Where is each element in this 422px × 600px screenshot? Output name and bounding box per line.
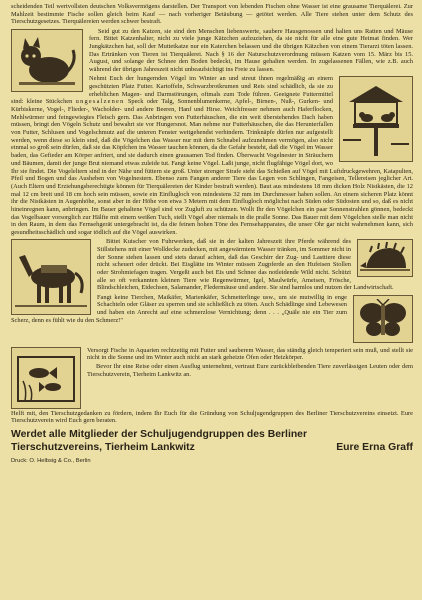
footer-organization: Tierschutzvereins, Tierheim Lankwitz: [11, 441, 195, 453]
paragraph-travel: Bevor Ihr eine Reise oder einen Ausflug unternehmt, vertraut Eure zurückbleibenden Tiere zuverlässigen Leuten oder dem Tierschutzverein, Tierheim Lankwitz an.: [87, 363, 413, 379]
paragraph-aquarium: Versorgt Fische in Aquarien rechtzeitig mit Futter und sauberem Wasser, das ständig gleich temperiert sein muß, und stellt sie nicht in die Sonne und im Winter auch nicht an stark geheizte Öfen oder Heizkörper.: [87, 346, 413, 362]
emphasis-unsalted: ungesalzenen: [75, 98, 125, 106]
butterfly-illustration-icon: [353, 295, 413, 343]
printer-imprint: Druck: O. Helbsig & Co., Berlin: [11, 457, 91, 464]
cat-illustration-icon: [11, 29, 83, 92]
aquarium-fish-illustration-icon: [11, 347, 81, 409]
paragraph-horses: Bittet Kutscher von Fuhrwerken, daß sie in der kalten Jahreszeit ihre Pferde während des Stillstehens mit einer Wolldecke zudecken, mit angewärmtem Wasser tränken, im Sommer nicht in der Sonne stehen lassen und stets darauf achten, daß das Geschirr der Zug- und Lasttiere diese nicht scheuert oder drückt. Bei Eisglätte im Winter müssen Zugpferde an den Hufeisen Stollen oder Strohmiefagen tragen. Vergeßt auch bei Eis und Schnee das notleidende Wild nicht. Schützt alle so oft verkannten kleinen Tiere wie Regenwürmer, Igel, Maulwürfe, Ameisen, Frösche, Blindschleichen, Eidechsen, Salamander, Fledermäuse und andere. Sie sind harmlos und nutzen der Landwirtschaft.: [97, 238, 394, 292]
paragraph-help: Helft mit, den Tierschutzgedanken zu fördern, indem Ihr Euch für die Gründung von Schuljugendgruppen des Berliner Tierschutzvereins einsetzt. Eure Tierschutzverein wird Euch gern beraten.: [11, 409, 413, 425]
hedgehog-illustration-icon: [357, 239, 413, 277]
footer-appeal: [11, 428, 413, 454]
footer-line-1: Werdet alle Mitglieder der Schuljugendgruppen des Berliner: [11, 428, 307, 440]
bird-feeder-illustration-icon: [339, 76, 413, 162]
footer-signature: Eure Erna Graff: [336, 441, 413, 453]
footer-line-2: [11, 441, 413, 454]
paragraph-winter-birds: Nehmt Euch der hungernden Vögel im Winter an und streut ihnen regelmäßig an einem geschützten Platz Futter. Kartoffeln, Schwarzbrotkrumen und Reis sind schädlich, da sie zu erheblichen Magen- und Darmstörungen, oftmals zum Tode führen. Geeignete Futtermittel sind: kleine Stückchen ungesalzenen Speck oder Talg, Sonnenblumenkerne, Apfel-, Birnen-, Nuß-, Gurken- und Kürbiskerne, Vogel-, Flieder-, Wacholder- und andere Beeren, Hanf und Hirse. Weichfresser nehmen auch Haferflocken, Mehlwürmer und feingewiegtes Fleisch gern. Das Anbringen von Futterhäuschen, die ein weit überstehendes Dach haben müssen, bringt den Vögeln Schutz und bewahrt sie vor Hungersnot. Man nehme nur Futterhäuschen, die das Herunterfallen von Futter, Schlusen und Vogelschmutz auf die unteren Fenster weitgehendst verhindern. Trinknäpfe dürfen nur aufgestellt werden, wenn diese so klein sind, daß die Vögelchen das Wasser nur mit dem Schnabel aufzunehmen vermögen, also nicht einmal so groß sein dürfen, daß sie das Köpfchen ins Wasser tauchen können, da die Gefahr besteht, daß die Vögel im Wasser baden, das Gefieder am Körper anfriert, und sie dadurch einen grausamen Tod finden. Überwacht Vogelnester in Sträuchern und Bäumen, damit der junge Brut niemand etwas zuleide tut. Fangt keine Vögel. Laßt junge, nicht flugfähige Vögel dort, wo Ihr sie findet. Die Vogeleltern sind in der Nähe und füttern sie groß. Unter strenger Strafe steht das Schießen auf Vögel mit Luftdruckgewehren, Katapulten, Pfeil und Bogen und das Ausheben von Vogelnestern. Ebenso zum Fangen anderer Tiere das Legen von Schlingen, Fangeisen, Tellereisen jeglicher Art. (Auch Eltern und Erziehungsberechtigte können für Tierquälereien der Kinder bestraft werden). Baut aus mindestens 18 mm dicken Holz Nistkästen, die 12 mal 12 cm breit und 18 cm hoch sein müssen, sowie ein Einflugloch von mindestens 32 mm im Durchmesser haben sollen. An einem sicheren Platz könnt ihr die Nistkästen in Augenhöhe, sonst aber in der Höhe von etwa 3 Metern mit dem Einflugloch möglichst nach Süden oder Südosten und so, daß es nicht hineinregnen kann, anbringen. Im Bauer gehaltene Vögel sind vor Zugluft zu schützen. Wollt Ihr den Vögelchen ein paar Sonnenstrahlen gönnen, bedeckt das Vogelbauer vorsorglich zur Hälfte mit einem weißen Tuch, stellt Vögel aber niemals in die pralle Sonne. Das Bauer mit dem Vögelchen stelle man nicht in den Raum, in dem das Fernsehgerät untergebracht ist, da die feinen hohen Töne des Fernsehapparates, die unser Ohr gar nicht wahrnehmen kann, sich gesundheitsschädlich und sogar tödlich auf die Vögel auswirken.: [11, 75, 413, 237]
paragraph-fish-transport: scheidenden Teil wertvollsten deutschen Volksvermögens darstellen. Der Transport von lebenden Fischen ohne Wasser ist eine grausame Tierquälerei. Zur Mahlzeit bestimmte Fische sollen gleich beim Kauf — nach vorheriger Betäubung — getötet werden. Alle Tiere stehen unter dem Schutz des Tierschutzgesetzes. Tierquälereien werden schwer bestraft.: [11, 3, 413, 26]
paragraph-cats: Seid gut zu den Katzen, sie sind den Menschen liebenswerte, saubere Hausgenossen und halten uns Ratten und Mäuse fern. Bittet Katzenhalter, nicht zu viele junge Kätzchen aufzuziehen, da sie nicht für alle eine gute Heimat finden. Wer Jungkätzchen hat, soll der Muttetkatze nur ein Katerchen belassen und die übrigen Kätzchen von einem Tierarzt töten lassen. Das Ertränken von Tieren ist Tierquälerei. Nach § 16 der Naturschutzverordnung müssen Katzen vom 15. März bis 15. August, und solange der Schnee den Boden bedeckt, im Hause gehalten werden. In zugelassenen Fällen, wie z.B. auch während der übrigen Jahreszeit nicht unbeaufsichtigt ins Freie zu lassen.: [89, 27, 413, 74]
paragraph-insects: Fangt keine Tierchen, Maikäfer, Marienkäfer, Schmetterlinge usw., um sie mutwillig in enge Schachteln oder Gläser zu sperren und sie schließlich zu töten. Auch Schädlinge sind Lebewesen und haben ein Anrecht auf eine schmerzlose Vernichtung; denn . . . „Quäle nie ein Tier zum Scherz, denn es fühlt wie du den Schmerz!": [11, 293, 347, 324]
horse-illustration-icon: [11, 239, 91, 315]
